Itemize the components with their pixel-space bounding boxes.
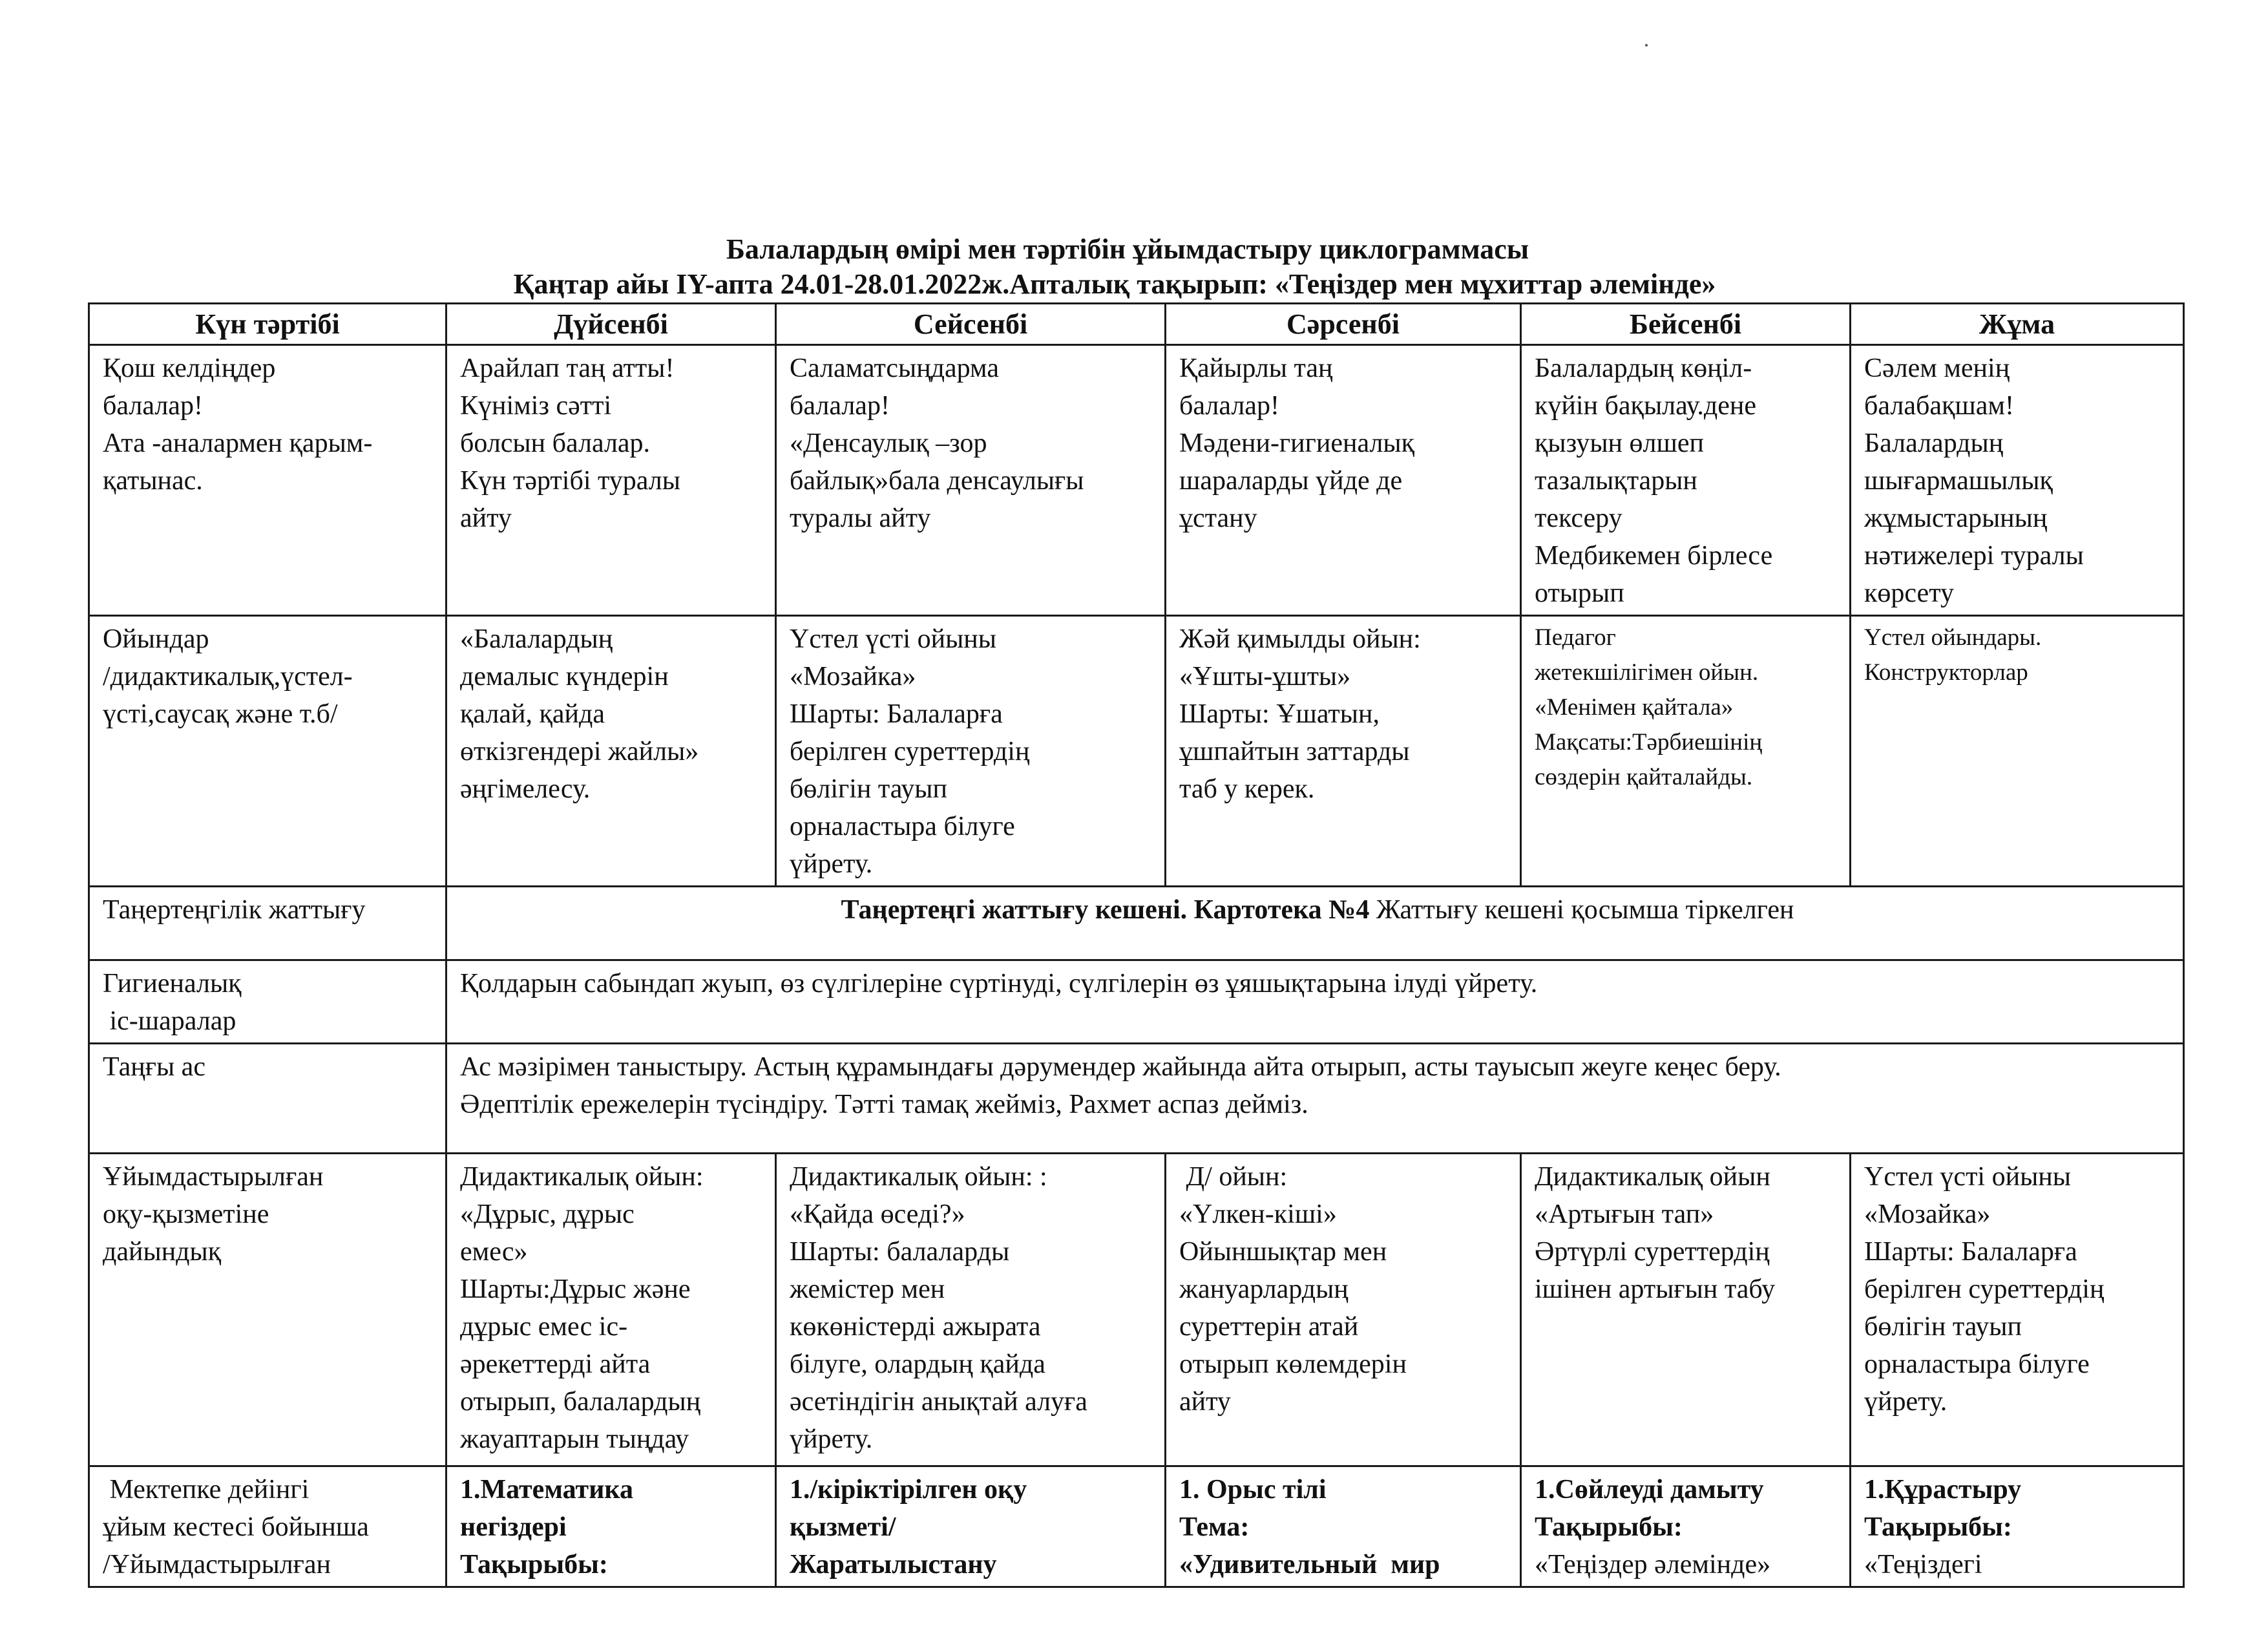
table-cell: 1.Құрастыру Тақырыбы: «Теңіздегі: [1851, 1466, 2184, 1587]
table-row: [89, 1044, 2184, 1154]
schedule-table: [88, 302, 2185, 1588]
scan-speck: [1645, 44, 1648, 47]
table-cell: Жәй қимылды ойын: «Ұшты-ұшты» Шарты: Ұшатын, ұшпайтын заттарды таб у керек.: [1166, 616, 1521, 887]
table-cell: Балалардың көңіл- күйін бақылау.дене қызуын өлшеп тазалықтарын тексеру Медбикемен бірлесе отырып: [1521, 345, 1851, 616]
table-cell: Дидактикалық ойын: «Дұрыс, дұрыс емес» Шарты:Дұрыс және дұрыс емес іс- әрекеттерді айта отырып, балалардың жауаптарын тыңдау: [446, 1154, 776, 1466]
table-cell: Арайлап таң атты! Күніміз сәтті болсын балалар. Күн тәртібі туралы айту: [446, 345, 776, 616]
row-label: Гигиеналық іс-шаралар: [89, 960, 446, 1044]
row-label: Қош келдіңдер балалар! Ата -аналармен қарым- қатынас.: [89, 345, 446, 616]
header-cell: Сәрсенбі: [1166, 304, 1521, 345]
table-row: [89, 345, 2184, 616]
table-cell: Д/ ойын: «Үлкен-кіші» Ойыншықтар мен жануарлардың суреттерін атай отырып көлемдерін айту: [1166, 1154, 1521, 1466]
table-row: [89, 960, 2184, 1044]
header-cell: Дүйсенбі: [446, 304, 776, 345]
breakfast-cell: Ас мәзірімен таныстыру. Астың құрамындағы дәрумендер жайында айта отырып, асты тауысып жеуге кеңес беру. Әдептілік ережелерін түсіндіру. Тәтті тамақ жейміз, Рахмет аспаз дейміз.: [446, 1044, 2184, 1154]
row-label: Ойындар /дидактикалық,үстел- үсті,саусақ және т.б/: [89, 616, 446, 887]
table-row: [89, 616, 2184, 887]
header-cell: Күн тәртібі: [89, 304, 446, 345]
document-subtitle: Қаңтар айы ІY-апта 24.01-28.01.2022ж.Апталық тақырып: «Теңіздер мен мұхиттар әлемінде»: [513, 268, 1716, 300]
table-cell: 1.Математика негіздері Тақырыбы:: [446, 1466, 776, 1587]
table-cell: 1./кіріктірілген оқу қызметі/ Жаратылыстану: [776, 1466, 1166, 1587]
row-label: Таңғы ас: [89, 1044, 446, 1154]
table-cell: Дидактикалық ойын «Артығын тап» Әртүрлі суреттердің ішінен артығын табу: [1521, 1154, 1851, 1466]
table-cell: Үстел ойындары. Конструкторлар: [1851, 616, 2184, 887]
table-cell: Қайырлы таң балалар! Мәдени-гигиеналық шараларды үйде де ұстану: [1166, 345, 1521, 616]
table-cell: Үстел үсті ойыны «Мозайка» Шарты: Балаларға берілген суреттердің бөлігін тауып орналастыра білуге үйрету.: [1851, 1154, 2184, 1466]
row-label: Мектепке дейінгі ұйым кестесі бойынша /Ұйымдастырылған: [89, 1466, 446, 1587]
header-cell: Бейсенбі: [1521, 304, 1851, 345]
header-row: [89, 304, 2184, 345]
table-cell: «Балалардың демалыс күндерін қалай, қайда өткізгендері жайлы» әңгімелесу.: [446, 616, 776, 887]
document-title: Балалардың өмірі мен тәртібін ұйымдастыру циклограммасы: [726, 233, 1529, 265]
table-row: [89, 887, 2184, 960]
table-cell: Үстел үсті ойыны «Мозайка» Шарты: Балаларға берілген суреттердің бөлігін тауып орналастыра білуге үйрету.: [776, 616, 1166, 887]
row-label: Ұйымдастырылған оқу-қызметіне дайындық: [89, 1154, 446, 1466]
table-cell: Дидактикалық ойын: : «Қайда өседі?» Шарты: балаларды жемістер мен көкөністерді ажырата білуге, олардың қайда әсетіндігін анықтай алуға үйрету.: [776, 1154, 1166, 1466]
table-cell: Сәлем менің балабақшам! Балалардың шығармашылық жұмыстарының нәтижелері туралы көрсету: [1851, 345, 2184, 616]
table-cell: Педагог жетекшілігімен ойын. «Менімен қайтала» Мақсаты:Тәрбиешінің сөздерін қайталайды.: [1521, 616, 1851, 887]
hygiene-cell: Қолдарын сабындап жуып, өз сүлгілеріне сүртінуді, сүлгілерін өз ұяшықтарына ілуді үйрету.: [446, 960, 2184, 1044]
header-cell: Сейсенбі: [776, 304, 1166, 345]
row-label: Таңертеңгілік жаттығу: [89, 887, 446, 960]
header-cell: Жұма: [1851, 304, 2184, 345]
table-row: [89, 1466, 2184, 1587]
table-cell: 1.Сөйлеуді дамыту Тақырыбы: «Теңіздер әлемінде»: [1521, 1466, 1851, 1587]
table-row: [89, 1154, 2184, 1466]
morning-exercise-cell: Таңертеңгі жаттығу кешені. Картотека №4 Жаттығу кешені қосымша тіркелген: [446, 887, 2184, 960]
table-cell: Саламатсыңдарма балалар! «Денсаулық –зор байлық»бала денсаулығы туралы айту: [776, 345, 1166, 616]
table-cell: 1. Орыс тілі Тема: «Удивительный мир: [1166, 1466, 1521, 1587]
